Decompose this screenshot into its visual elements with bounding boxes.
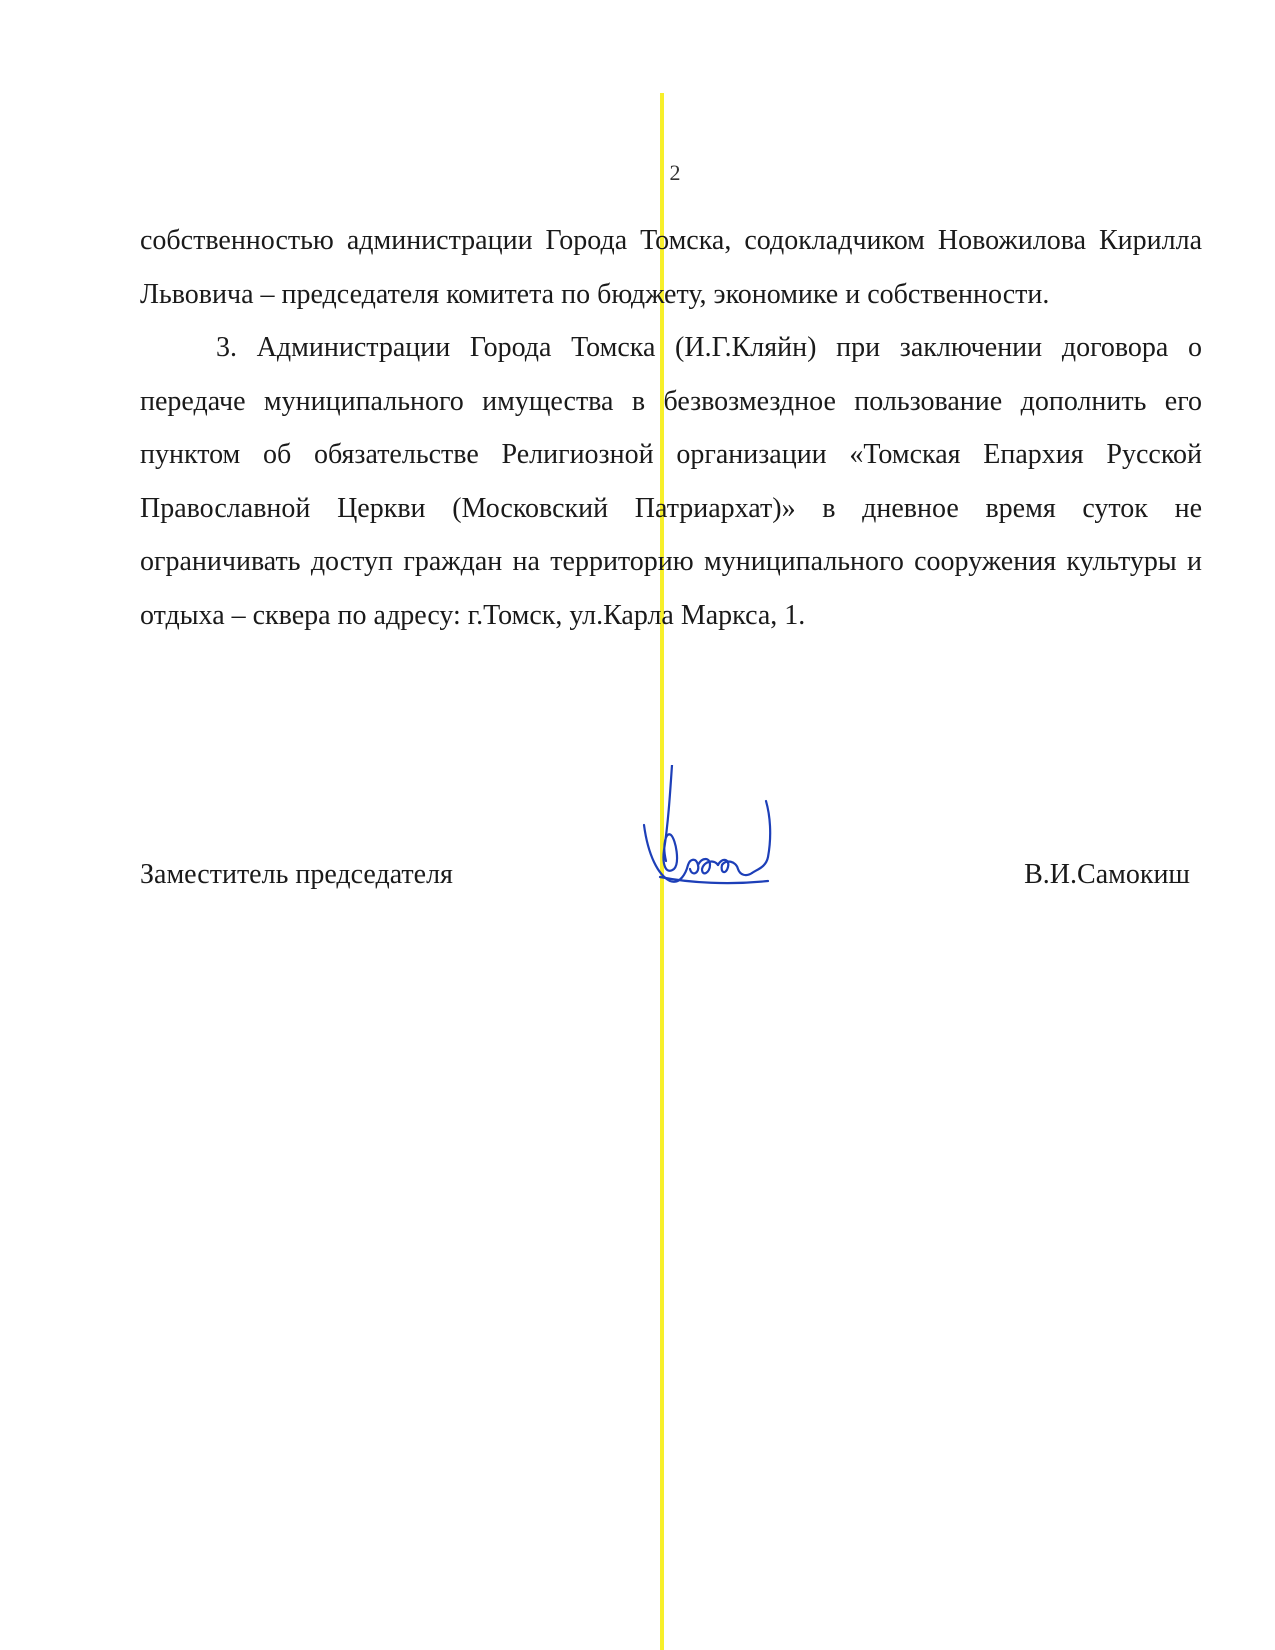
page-number: 2 — [669, 160, 681, 185]
paragraph-continuation: собственностью администрации Города Томска, содокладчиком Новожилова Кирилла Львовича – председателя комитета по бюджету, экономике и собственности. — [140, 225, 1202, 310]
signer-title: Заместитель председателя — [140, 859, 453, 890]
handwritten-signature — [640, 765, 790, 935]
signer-name: В.И.Самокиш — [1024, 859, 1190, 890]
paragraph-item-3: 3. Администрации Города Томска (И.Г.Кляйн) при заключении договора о передаче муниципального имущества в безвозмездное пользование дополнить его пунктом об обязательстве Религиозной организации «Томская Епархия Русской Православной Церкви (Московский Патриархат)» в дневное время суток не ограничивать доступ граждан на территорию муниципального сооружения культуры и отдыха – сквера по адресу: г.Томск, ул.Карла Маркса, 1. — [140, 332, 1202, 631]
document-body — [140, 214, 1202, 642]
